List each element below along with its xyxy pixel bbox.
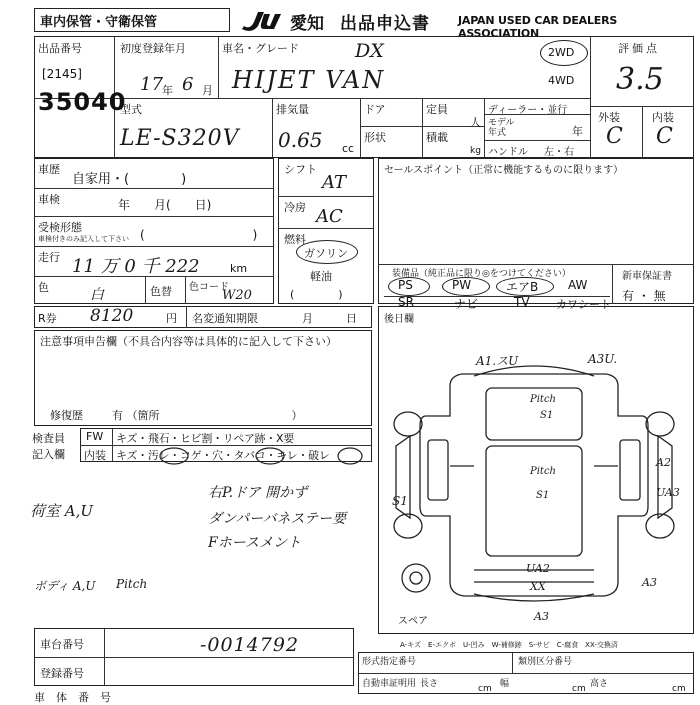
region-label: 愛知 [290, 14, 324, 34]
recycle-value: 8120 [90, 306, 134, 326]
model-year-unit: 年 [572, 125, 583, 138]
after-date-label: 後日欄 [384, 314, 414, 325]
exterior-label: 外装 [598, 111, 620, 124]
car-name-label: 車名・グレード [222, 42, 299, 55]
score-label: 評価点 [618, 42, 660, 55]
note-body: ボディ A,U [34, 579, 96, 593]
note-cargo: 荷室 A,U [30, 502, 94, 520]
recycle-label: R券 [38, 312, 57, 325]
dealer-label: ディーラー・並行 [488, 105, 568, 116]
fuel-alt: 軽油 [310, 270, 332, 283]
displacement-unit: cc [342, 142, 355, 155]
lot-number: 35040 [38, 88, 127, 116]
drive-4wd: 4WD [548, 74, 575, 87]
shape-label: 形状 [364, 131, 386, 144]
equipment-airbag: エアB [506, 280, 539, 294]
mark-left-side: S1 [392, 494, 408, 508]
recycle-unit: 円 [166, 312, 177, 325]
displacement-label: 排気量 [276, 103, 309, 116]
mark-bottom-a3: A3 [534, 610, 549, 623]
lot-sub-number: [2145] [42, 67, 82, 81]
note-right-door: 右P.ドア 開かず [208, 485, 308, 501]
interior-grade: C [656, 124, 673, 149]
mileage-value: 11 万 0 千 222 [72, 256, 200, 277]
warranty-label: 新車保証書 [622, 271, 672, 282]
mark-top-left: A1.スU [476, 354, 519, 368]
fw-label: FW [86, 430, 104, 443]
form-title: 出品申込書 [340, 14, 430, 34]
damage-legend: A-キズ E-エクボ U-凹み W-補修跡 S-サビ C-腐食 XX-交換済 [400, 641, 618, 649]
mark-bottom-xx: XX [530, 580, 546, 593]
load-unit: kg [470, 146, 481, 156]
fuel-value: ガソリン [304, 247, 348, 260]
interior-check-items: キズ・汚レ・コゲ・穴・タバコ・キレ・破レ [116, 449, 330, 462]
note-body-pitch: Pitch [116, 577, 148, 591]
registration-month-unit: 月 [202, 84, 213, 97]
repair-value: 有 （箇所 ） [112, 409, 303, 422]
car-grade: DX [355, 40, 384, 62]
name-change-label: 名変通知期限 [192, 312, 258, 325]
equipment-tv: TV [514, 295, 530, 309]
spare-label: スペア [398, 616, 428, 627]
history-label: 車歴 [38, 163, 60, 176]
mark-bottom-ua2: UA2 [526, 562, 550, 575]
bottom-truncated: 車 体 番 号 [34, 691, 111, 704]
cooling-value: AC [316, 206, 343, 227]
shift-value: AT [322, 172, 347, 193]
color-label: 色 [38, 281, 49, 294]
shift-label: シフト [284, 163, 317, 176]
equipment-sr: SR [398, 295, 414, 309]
chassis-value: -0014792 [200, 634, 300, 656]
model-value: LE-S320V [120, 126, 240, 151]
lot-label: 出品番号 [38, 42, 82, 55]
equipment-ps: PS [398, 278, 413, 292]
color-code-value: W20 [222, 288, 252, 303]
fw-items: キズ・飛石・ヒビ割・リペア跡・X要 [116, 432, 294, 445]
displacement-value: 0.65 [278, 128, 323, 152]
mark-roof2: Pitch [530, 466, 556, 477]
color-code-label: 色コード [189, 282, 229, 293]
equipment-power-seat: カワシート [556, 298, 611, 311]
equipment-aw: AW [568, 278, 588, 292]
cert-label: 自動車証明用 [362, 679, 417, 689]
equipment-navi: ナビ [454, 297, 479, 311]
height-label: 高さ [590, 679, 609, 689]
model-year-label: モデル年式 [488, 118, 515, 138]
mark-roof1b: S1 [540, 410, 554, 421]
mark-roof1: Pitch [530, 394, 556, 405]
class-label: 類別区分番号 [518, 657, 573, 667]
history-value: 自家用・( ) [72, 172, 187, 187]
mark-right-a2: A2 [656, 456, 671, 469]
mileage-unit: km [230, 262, 248, 275]
width-unit: cm [572, 684, 586, 694]
inspection-value: 年 月( 日) [118, 198, 212, 212]
equipment-pw: PW [452, 278, 472, 292]
inspector-circles [80, 428, 380, 468]
inspection-label: 車検 [38, 193, 60, 206]
association-name: JAPAN USED CAR DEALERS ASSOCIATION [458, 14, 618, 40]
receipt-value: ( ) [140, 228, 258, 242]
mark-right-ua3: UA3 [656, 486, 680, 499]
receipt-label: 受検形態 [38, 221, 82, 234]
length-label: 長さ [420, 679, 439, 689]
chassis-label: 車台番号 [40, 638, 84, 651]
mileage-label: 走行 [38, 251, 60, 264]
drive-2wd: 2WD [548, 46, 575, 59]
registration-year-unit: 年 [162, 84, 173, 97]
mark-right-a3: A3 [642, 576, 657, 589]
plate-label: 登録番号 [40, 667, 84, 680]
equipment-label: 装備品（純正品に限り◎をつけてください） [392, 269, 571, 279]
height-unit: cm [672, 684, 686, 694]
format-label: 形式指定番号 [362, 657, 417, 667]
mark-roof2b: S1 [536, 490, 550, 501]
registration-year: 17 [140, 74, 163, 95]
doors-label: ドア [364, 103, 386, 116]
handle-options: 左・右 [544, 147, 574, 158]
warranty-value: 有 ・ 無 [622, 289, 666, 303]
ju-logo [240, 8, 288, 32]
color-value: 白 [90, 287, 104, 303]
receipt-note: 車検付きのみ記入して下さい [38, 235, 129, 243]
score-value: 3.5 [616, 62, 664, 97]
capacity-unit: 人 [470, 116, 481, 129]
capacity-label: 定員 [426, 103, 448, 116]
notes-label: 注意事項申告欄（不具合内容等は具体的に記入して下さい） [40, 335, 337, 348]
fuel-label: 燃料 [284, 233, 306, 246]
note-reinforcement: Fホースメント [208, 535, 302, 551]
inspector-entry-label: 記入欄 [32, 448, 65, 461]
registration-month: 6 [182, 74, 194, 95]
repair-label: 修復歴 [50, 409, 83, 422]
color-swap-label: 色替 [150, 285, 172, 298]
model-label: 型式 [120, 103, 142, 116]
length-unit: cm [478, 684, 492, 694]
registration-label: 初度登録年月 [120, 42, 186, 55]
interior-check-label: 内装 [84, 449, 106, 462]
load-label: 積載 [426, 131, 448, 144]
inspector-label: 検査員 [32, 432, 65, 445]
note-damper: ダンパーバネステー要 [208, 511, 347, 527]
cooling-label: 冷房 [284, 201, 306, 214]
fuel-parens: ( ) [290, 288, 343, 301]
interior-label: 内装 [652, 111, 674, 124]
storage-label: 車内保管・守衛保管 [40, 15, 158, 30]
sales-point-label: セールスポイント（正常に機能するものに限ります） [384, 165, 624, 176]
mark-top-right: A3U. [588, 352, 618, 366]
car-name: HIJET VAN [232, 66, 386, 94]
name-change-value: 月 日 [302, 312, 357, 325]
exterior-grade: C [606, 124, 623, 149]
handle-label: ハンドル [488, 147, 528, 158]
width-label: 幅 [500, 679, 510, 689]
